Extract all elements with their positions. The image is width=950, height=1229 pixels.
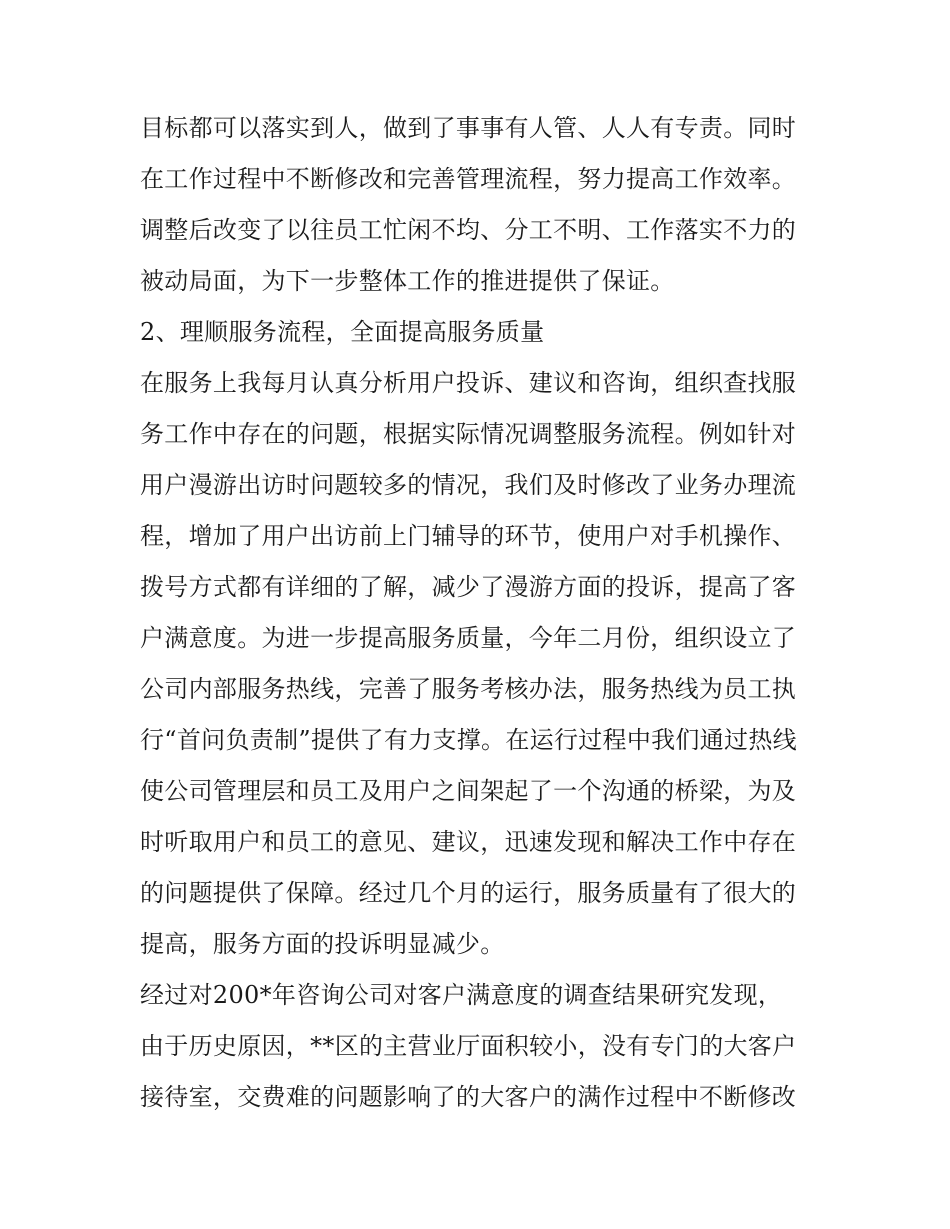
text-line: 提高，服务方面的投诉明显减少。 [140, 930, 505, 958]
text-line: 使公司管理层和员工及用户之间架起了一个沟通的桥梁，为及 [140, 777, 797, 805]
text-line: 经过对200*年咨询公司对客户满意度的调查结果研究发现， [140, 981, 783, 1009]
text-line: 户满意度。为进一步提高服务质量，今年二月份，组织设立了 [140, 624, 797, 652]
text-line: 行“首问负责制”提供了有力支撑。在运行过程中我们通过热线 [140, 726, 797, 754]
section-heading: 2、理顺服务流程，全面提高服务质量 [140, 318, 545, 346]
text-line: 的问题提供了保障。经过几个月的运行，服务质量有了很大的 [140, 879, 797, 907]
text-line: 务工作中存在的问题，根据实际情况调整服务流程。例如针对 [140, 420, 797, 448]
text-line: 在服务上我每月认真分析用户投诉、建议和咨询，组织查找服 [140, 369, 797, 397]
text-line: 调整后改变了以往员工忙闲不均、分工不明、工作落实不力的 [140, 216, 797, 244]
text-line: 在工作过程中不断修改和完善管理流程，努力提高工作效率。 [140, 165, 797, 193]
text-line: 目标都可以落实到人，做到了事事有人管、人人有专责。同时 [140, 114, 797, 142]
text-line: 程，增加了用户出访前上门辅导的环节，使用户对手机操作、 [140, 522, 797, 550]
text-line: 用户漫游出访时问题较多的情况，我们及时修改了业务办理流 [140, 471, 797, 499]
text-line: 时听取用户和员工的意见、建议，迅速发现和解决工作中存在 [140, 828, 797, 856]
text-line: 公司内部服务热线，完善了服务考核办法，服务热线为员工执 [140, 675, 797, 703]
text-line: 被动局面，为下一步整体工作的推进提供了保证。 [140, 267, 675, 295]
text-line: 接待室，交费难的问题影响了的大客户的满作过程中不断修改 [140, 1083, 797, 1111]
text-line: 拨号方式都有详细的了解，减少了漫游方面的投诉，提高了客 [140, 573, 797, 601]
text-line: 由于历史原因，**区的主营业厅面积较小，没有专门的大客户 [140, 1032, 797, 1060]
